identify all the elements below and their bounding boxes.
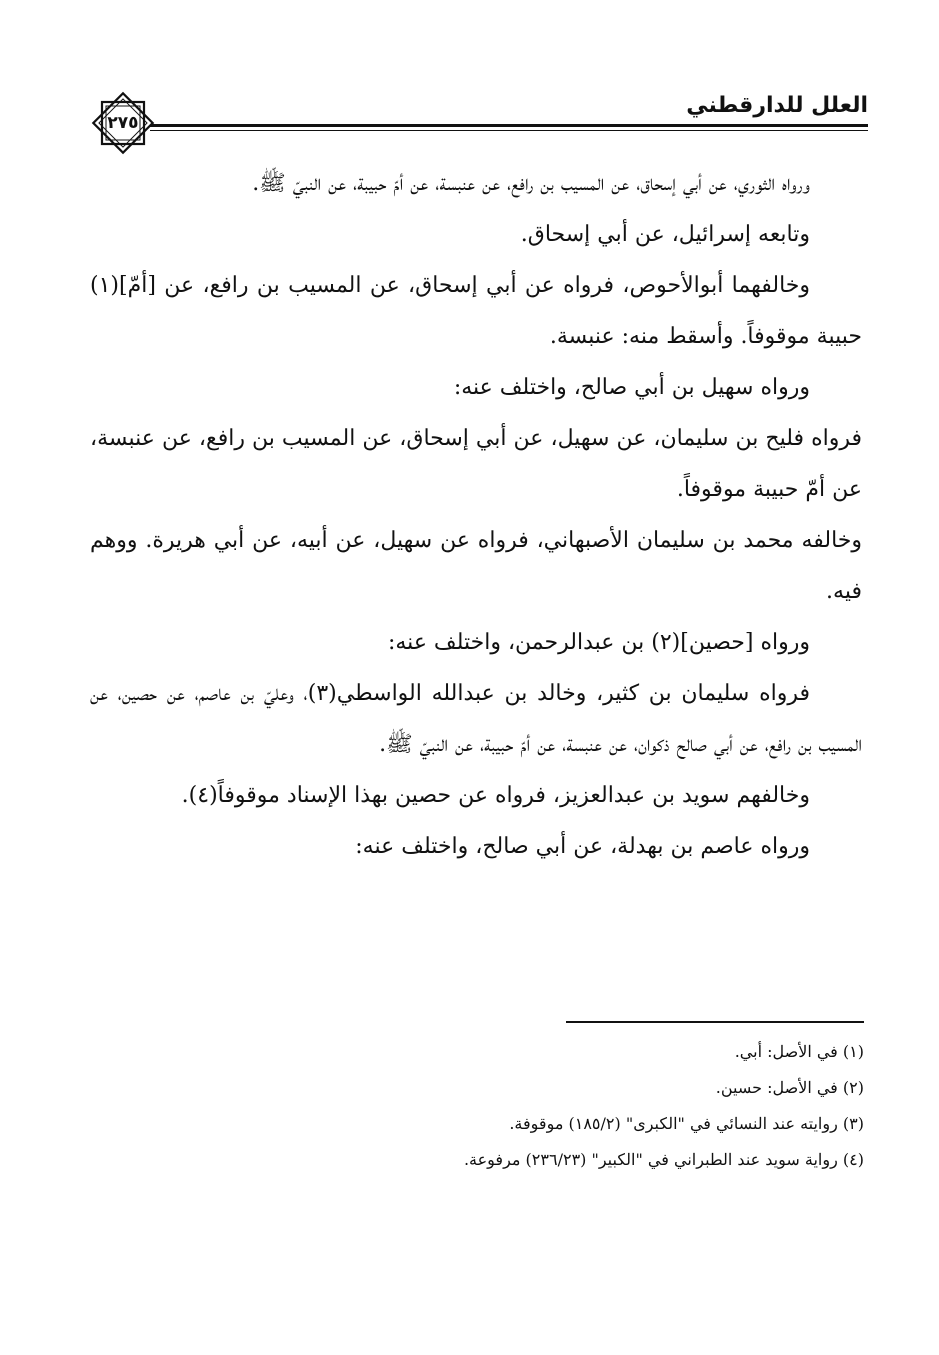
footnotes [300,1034,864,1178]
footnote: (٣) روايته عند النسائي في "الكبرى" (١٨٥/٢) موقوفة. [509,1114,864,1133]
paragraph: ورواه عاصم بن بهدلة، عن أبي صالح، واختلف عنه: [355,834,810,859]
running-title: العلل للدارقطني [686,93,868,118]
footnote: (٢) في الأصل: حسين. [715,1078,864,1097]
header-rule-thick [150,124,868,127]
page-number-badge [88,88,158,158]
body-text [90,158,862,872]
paragraph: ورواه الثوري، عن أبي إسحاق، عن المسيب بن رافع، عن عنبسة، عن أمّ حبيبة، عن النبيّ ﷺ. [252,171,810,196]
page-header [88,88,868,152]
paragraph: ورواه [حصين](٢) بن عبدالرحمن، واختلف عنه: [387,630,810,655]
footnote-separator [566,1021,864,1023]
header-rule-thin [150,130,868,131]
paragraph: فرواه سليمان بن كثير، وخالد بن عبدالله الواسطي(٣)، وعليّ بن عاصم، عن حصين، عن المسيب بن رافع، عن أبي صالح ذكوان، عن عنبسة، عن أمّ حبيبة، عن النبيّ ﷺ. [90,681,862,757]
paragraph: فرواه فليح بن سليمان، عن سهيل، عن أبي إسحاق، عن المسيب بن رافع، عن عنبسة، عن أمّ حبيبة موقوفاً. [90,426,862,502]
page-number: ٢٧٥ [107,113,139,133]
paragraph: وخالفهم سويد بن عبدالعزيز، فرواه عن حصين بهذا الإسناد موقوفاً(٤). [181,783,810,808]
paragraph: وتابعه إسرائيل، عن أبي إسحاق. [520,222,810,247]
paragraph: وخالفه محمد بن سليمان الأصبهاني، فرواه عن سهيل، عن أبيه، عن أبي هريرة. ووهم فيه. [90,528,862,604]
footnote: (٤) رواية سويد عند الطبراني في "الكبير" (٢٣٦/٢٣) مرفوعة. [463,1150,864,1169]
paragraph: ورواه سهيل بن أبي صالح، واختلف عنه: [453,375,810,400]
paragraph: وخالفهما أبوالأحوص، فرواه عن أبي إسحاق، عن المسيب بن رافع، عن [أمّ](١) حبيبة موقوفاً. وأسقط منه: عنبسة. [90,273,862,349]
footnote: (١) في الأصل: أبي. [734,1042,864,1061]
